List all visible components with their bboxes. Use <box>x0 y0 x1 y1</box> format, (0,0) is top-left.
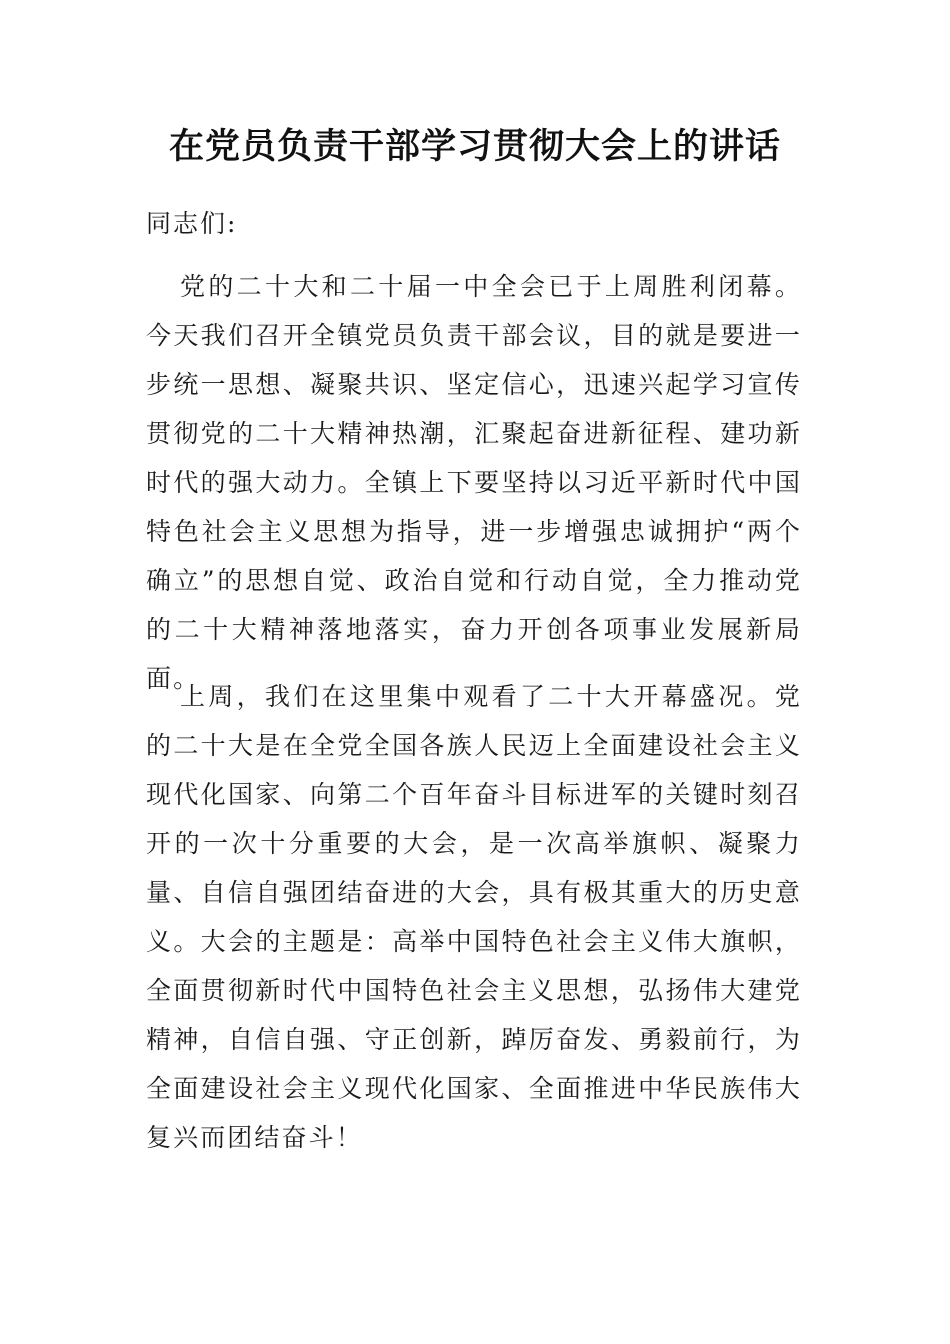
salutation: 同志们: <box>146 209 238 238</box>
document-title: 在党员负责干部学习贯彻大会上的讲话 <box>168 126 781 167</box>
paragraph-1: 党的二十大和二十届一中全会已于上周胜利闭幕。今天我们召开全镇党员负责干部会议，目的就是要进一步统一思想、凝聚共识、坚定信心，迅速兴起学习宣传贯彻党的二十大精神热潮，汇聚起奋进新征程、建功新时代的强大动力。全镇上下要坚持以习近平新时代中国特色社会主义思想为指导，进一步增强忠诚拥护“两个确立”的思想自觉、政治自觉和行动自觉，全力推动党的二十大精神落地落实，奋力开创各项事业发展新局面。 <box>146 272 802 693</box>
paragraph-2: 上周，我们在这里集中观看了二十大开幕盛况。党的二十大是在全党全国各族人民迈上全面建设社会主义现代化国家、向第二个百年奋斗目标进军的关键时刻召开的一次十分重要的大会，是一次高举旗帜、凝聚力量、自信自强团结奋进的大会，具有极其重大的历史意义。大会的主题是：高举中国特色社会主义伟大旗帜，全面贯彻新时代中国特色社会主义思想，弘扬伟大建党精神，自信自强、守正创新，踔厉奋发、勇毅前行，为全面建设社会主义现代化国家、全面推进中华民族伟大复兴而团结奋斗！ <box>146 682 802 1152</box>
